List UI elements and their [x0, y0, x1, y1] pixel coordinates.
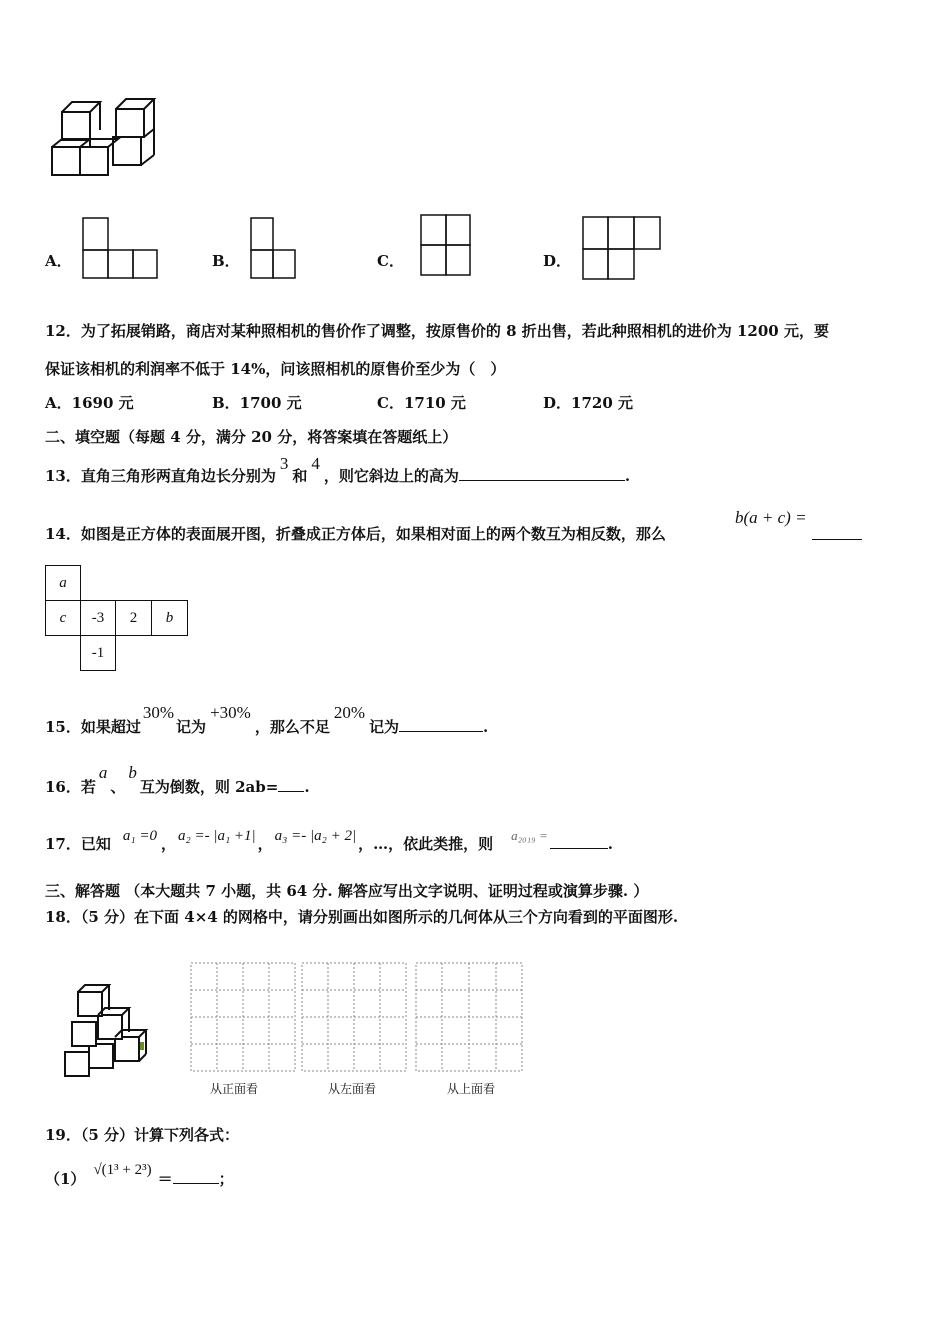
grid-front-view[interactable] [190, 962, 296, 1072]
q11-option-c-figure [418, 212, 474, 278]
q15-value-20: 20% [333, 703, 365, 722]
q19-part1-answer-blank[interactable] [173, 1183, 219, 1184]
q15-answer-blank[interactable] [399, 731, 483, 732]
q16 [45, 762, 310, 796]
q13-mid: 和 [292, 467, 308, 485]
q19-part1 [45, 1158, 234, 1188]
q18-text: 18．（5 分）在下面 4×4 的网格中，请分别画出如图所示的几何体从三个方向看到的平面图形. [45, 908, 679, 926]
q16-p2: 互为倒数，则 2ab= [139, 778, 279, 796]
q19-text: 19．（5 分）计算下列各式： [45, 1126, 240, 1144]
section-3-heading: 三、解答题 （本大题共 7 小题，共 64 分. 解答应写出文字说明、证明过程或演算步骤. ） [45, 882, 649, 900]
q15-p2: 记为 [176, 718, 207, 736]
q14-text: 14．如图是正方体的表面展开图，折叠成正方体后，如果相对面上的两个数互为相反数，那么 [45, 525, 666, 543]
q15-value-plus30: +30% [210, 703, 251, 722]
grid-left-view[interactable] [301, 962, 407, 1072]
q17-formula-a2019: a₂₀₁₉ = [511, 828, 548, 843]
q16-end: . [304, 778, 310, 796]
q11-option-d-label: D． [543, 252, 572, 270]
q12-option-d: D．1720 元 [543, 394, 633, 412]
q17-end: . [607, 835, 613, 853]
q11-option-b-figure [248, 216, 300, 282]
q11-option-c-label: C． [377, 252, 404, 270]
cube-stack-figure-q11 [45, 95, 165, 185]
q15-value-30: 30% [142, 703, 175, 722]
q13-end: . [624, 467, 631, 485]
net-cell-2: 2 [115, 600, 152, 636]
q19-part1-label: （1） [45, 1170, 86, 1188]
caption-top-view: 从上面看 [447, 1082, 496, 1096]
q19-part1-eq: ＝ [157, 1170, 173, 1188]
cube-stack-figure-q18 [60, 982, 160, 1082]
q11-option-b-label: B． [212, 252, 240, 270]
q17-formula-a3: a₃ =- |a₂ + 2| [274, 828, 357, 844]
q14-formula: b(a + c) = [735, 508, 807, 527]
q17-comma1: ， [160, 835, 176, 853]
q13-value-4: 4 [311, 454, 320, 473]
q15-p3: ，那么不足 [254, 718, 330, 736]
q17-p2: ，…，依此类推，则 [358, 835, 494, 853]
net-cell-a: a [45, 565, 81, 601]
q15-p1: 15．如果超过 [45, 718, 141, 736]
q12-line2: 保证该相机的利润率不低于 14%，问该照相机的原售价至少为（ ） [45, 360, 506, 378]
q12-option-a: A．1690 元 [45, 394, 134, 412]
net-cell-neg3: -3 [80, 600, 116, 636]
q12-option-b: B．1700 元 [212, 394, 302, 412]
q19-part1-end: ； [218, 1170, 234, 1188]
q13-suffix: ，则它斜边上的高为 [323, 467, 459, 485]
q11-option-a-figure [80, 216, 160, 282]
grid-top-view[interactable] [415, 962, 523, 1072]
q14-answer-blank[interactable] [812, 522, 862, 540]
q15-p4: 记为 [369, 718, 400, 736]
q16-sep: 、 [110, 778, 126, 796]
q11-option-a-label: A． [45, 252, 72, 270]
q13-answer-blank[interactable] [459, 480, 625, 481]
q17-formula-a2: a₂ =- |a₁ +1| [177, 828, 256, 844]
q13-prefix: 13．直角三角形两直角边长分别为 [45, 467, 276, 485]
caption-front-view: 从正面看 [210, 1082, 259, 1096]
q13 [45, 455, 630, 485]
caption-left-view: 从左面看 [328, 1082, 377, 1096]
section-2-heading: 二、填空题（每题 4 分，满分 20 分，将答案填在答题纸上） [45, 428, 458, 446]
q15-end: . [483, 718, 489, 736]
q16-var-b: b [128, 763, 137, 782]
q13-value-3: 3 [279, 454, 289, 473]
q17 [45, 822, 613, 856]
q16-p1: 16．若 [45, 778, 96, 796]
q17-comma2: ， [257, 835, 273, 853]
q17-p1: 17．已知 [45, 835, 111, 853]
q11-option-d-figure [580, 214, 664, 282]
q17-answer-blank[interactable] [550, 848, 608, 849]
q19-part1-expr: √(1³ + 2³) [93, 1162, 152, 1178]
q15 [45, 702, 488, 736]
q12-option-c: C．1710 元 [377, 394, 466, 412]
net-cell-c: c [45, 600, 81, 636]
net-cell-b: b [151, 600, 188, 636]
q12-line1: 12．为了拓展销路，商店对某种照相机的售价作了调整，按原售价的 8 折出售，若此种照相机的进价为 1200 元，要 [45, 322, 829, 340]
net-cell-neg1: -1 [80, 635, 116, 671]
q17-formula-a1: a₁ =0 [122, 828, 157, 844]
q16-answer-blank[interactable] [278, 791, 304, 792]
q16-var-a: a [98, 763, 108, 782]
